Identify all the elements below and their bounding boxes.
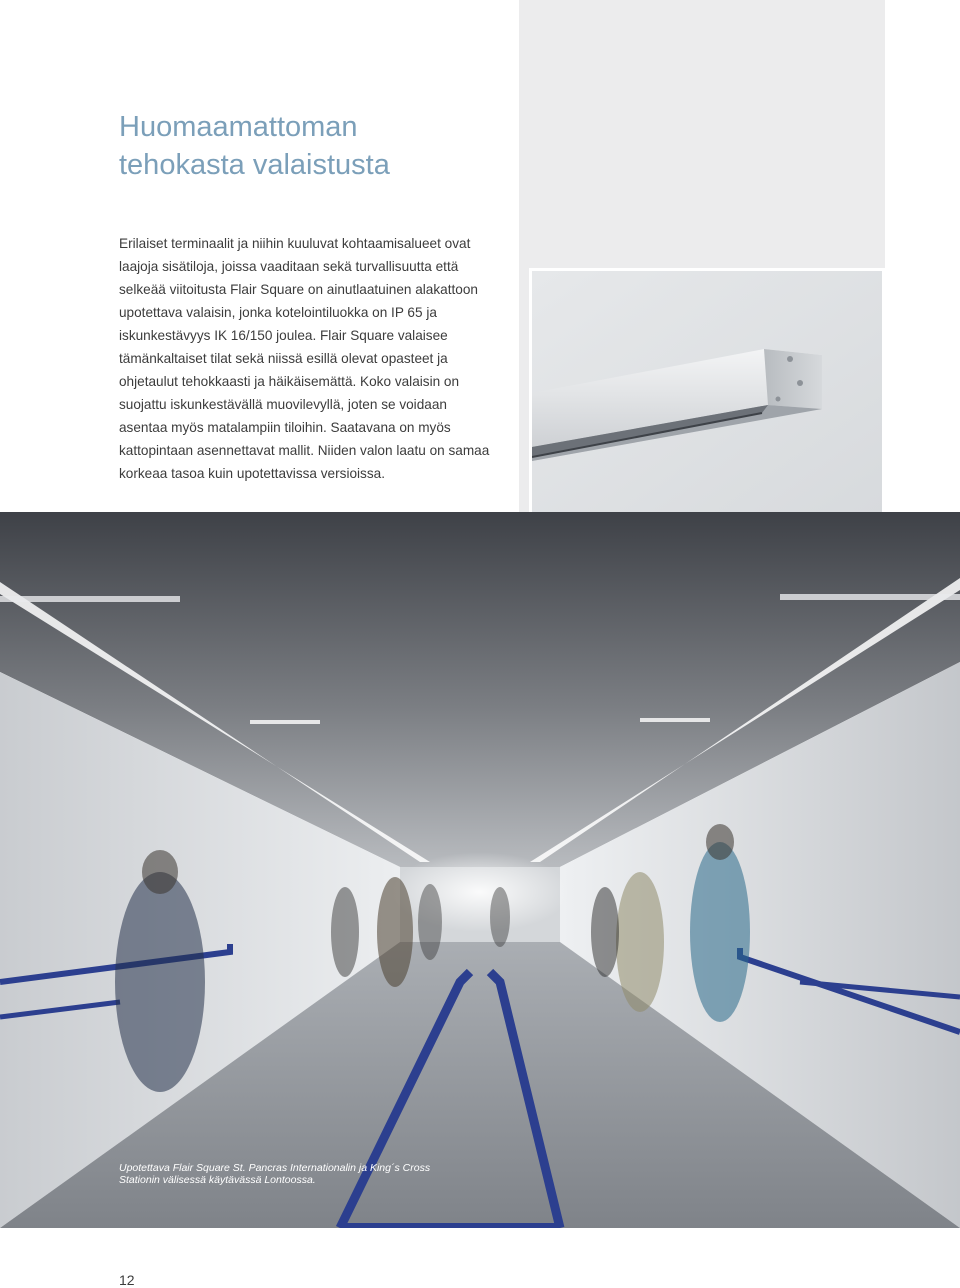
body-paragraph: Erilaiset terminaalit ja niihin kuuluvat kohtaamisalueet ovat laajoja sisätiloja, joissa vaaditaan sekä turvallisuutta että selkeää viitoitusta Flair Square on ainutlaatuinen alakattoon upotettava valaisin, jonka kotelointiluokka on IP 65 ja iskunkestävyys IK 16/150 joulea. Flair Square valaisee tämänkaltaiset tilat sekä niissä esillä olevat opasteet ja ohjetaulut tehokkaasti ja häikäisemättä. Koko valaisin on suojattu iskunkestävällä muovilevyllä, joten se voidaan asentaa myös matalampiin tiloihin. Saatavana on myös kattopintaan asennettavat mallit. Niiden valon laatu on samaa korkeaa tasoa kuin upotettavissa versioissa. [119, 236, 490, 481]
product-photo [532, 271, 882, 515]
page-title [119, 108, 509, 184]
corridor-photo [0, 512, 960, 1228]
photo-caption-line-1: Upotettava Flair Square St. Pancras Internationalin ja King´s Cross [119, 1162, 431, 1174]
photo-caption-line-2: Stationin välisessä käytävässä Lontoossa. [119, 1174, 316, 1186]
title-line-2: tehokasta valaistusta [119, 149, 390, 181]
photo-caption [119, 1162, 479, 1186]
title-line-1: Huomaamattoman [119, 111, 358, 143]
page-number: 12 [119, 1272, 135, 1288]
